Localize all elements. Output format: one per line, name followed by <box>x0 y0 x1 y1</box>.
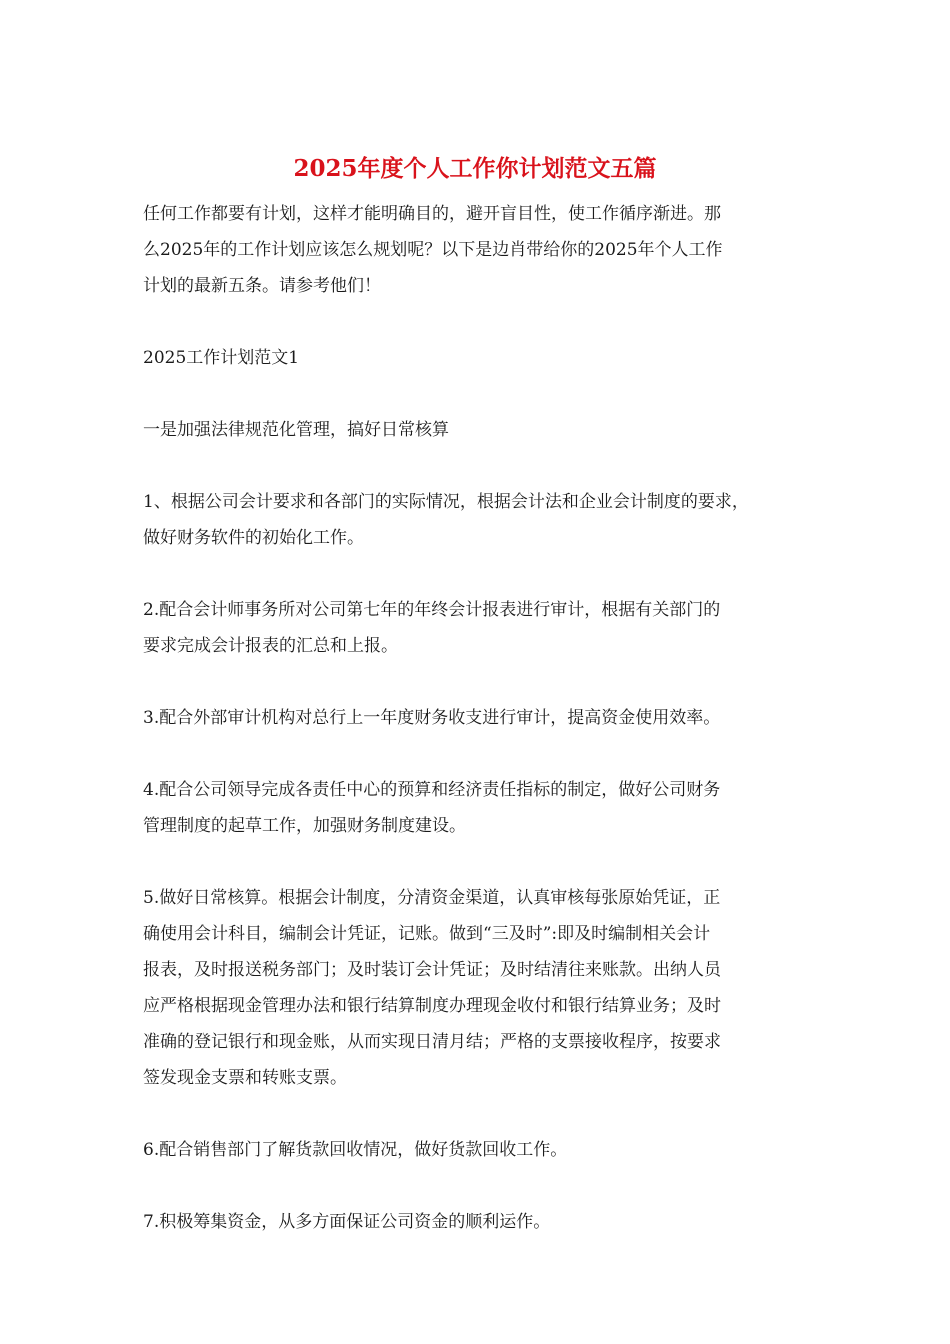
text-line: 任何工作都要有计划，这样才能明确目的，避开盲目性，使工作循序渐进。那 <box>143 204 721 224</box>
text-line: 4.配合公司领导完成各责任中心的预算和经济责任指标的制定，做好公司财务 <box>143 780 721 800</box>
section-heading <box>143 340 823 376</box>
text-line: 确使用会计科目，编制会计凭证，记账。做到“三及时”:即及时编制相关会计 <box>143 924 711 944</box>
paragraph-item-3 <box>143 700 823 736</box>
text-line: 5.做好日常核算。根据会计制度，分清资金渠道，认真审核每张原始凭证，正 <box>143 888 721 908</box>
paragraph-item-6 <box>143 1132 823 1168</box>
subsection-heading <box>143 412 823 448</box>
text-line: 2025工作计划范文1 <box>143 348 300 368</box>
text-line: 准确的登记银行和现金账，从而实现日清月结；严格的支票接收程序，按要求 <box>143 1032 721 1052</box>
text-line: 一是加强法律规范化管理，搞好日常核算 <box>143 420 449 440</box>
paragraph-item-1 <box>143 484 823 556</box>
text-line: 签发现金支票和转账支票。 <box>143 1068 347 1088</box>
text-line: 1、根据公司会计要求和各部门的实际情况，根据会计法和企业会计制度的要求， <box>143 492 749 512</box>
text-line: 报表，及时报送税务部门；及时装订会计凭证；及时结清往来账款。出纳人员 <box>143 960 721 980</box>
text-line: 3.配合外部审计机构对总行上一年度财务收支进行审计，提高资金使用效率。 <box>143 708 721 728</box>
text-line: 应严格根据现金管理办法和银行结算制度办理现金收付和银行结算业务；及时 <box>143 996 721 1016</box>
text-line: 计划的最新五条。请参考他们！ <box>143 276 381 296</box>
text-line: 做好财务软件的初始化工作。 <box>143 528 364 548</box>
paragraph-item-7 <box>143 1204 823 1240</box>
text-line: 2.配合会计师事务所对公司第七年的年终会计报表进行审计，根据有关部门的 <box>143 600 721 620</box>
paragraph-intro <box>143 196 823 304</box>
text-line: 要求完成会计报表的汇总和上报。 <box>143 636 398 656</box>
text-line: 么2025年的工作计划应该怎么规划呢？以下是边肖带给你的2025年个人工作 <box>143 240 723 260</box>
paragraph-item-5 <box>143 880 823 1096</box>
text-line: 7.积极筹集资金，从多方面保证公司资金的顺利运作。 <box>143 1212 551 1232</box>
text-line: 管理制度的起草工作，加强财务制度建设。 <box>143 816 466 836</box>
document-body <box>143 196 823 1276</box>
document-title: 2025年度个人工作你计划范文五篇 <box>293 155 657 182</box>
text-line: 6.配合销售部门了解货款回收情况，做好货款回收工作。 <box>143 1140 568 1160</box>
paragraph-item-4 <box>143 772 823 844</box>
paragraph-item-2 <box>143 592 823 664</box>
